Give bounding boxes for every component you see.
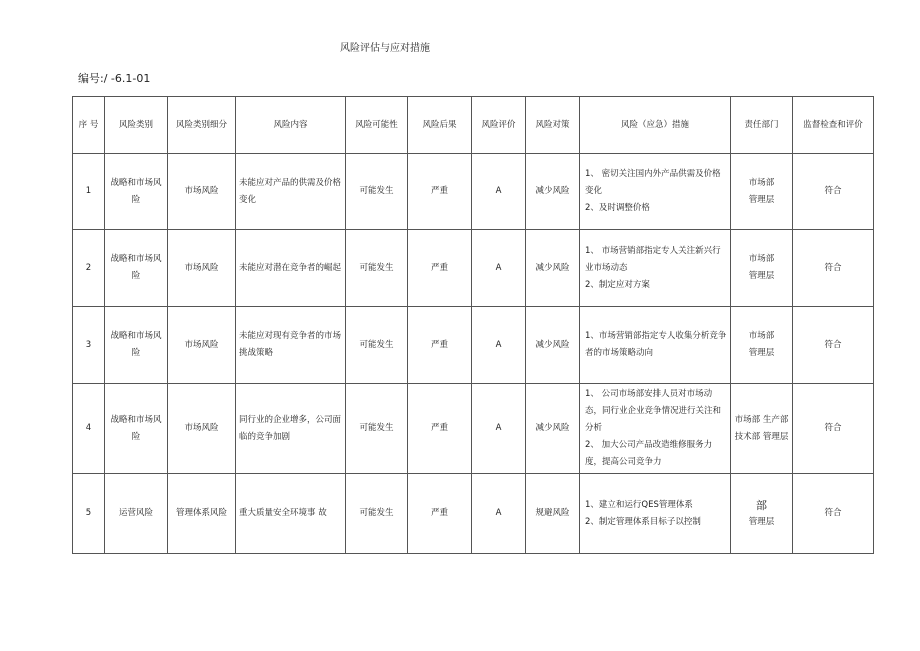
measure-line: 2、及时调整价格: [585, 203, 650, 213]
risk-content: 未能应对潜在竞争者的崛起: [236, 230, 346, 307]
header-cell: 风险类别细分: [168, 97, 236, 154]
risk-measures: [580, 154, 731, 230]
measure-line: 2、制定管理体系目标子以控制: [585, 516, 701, 527]
risk-rating: A: [472, 307, 526, 384]
row-number: 1: [73, 154, 105, 230]
header-cell: 风险（应急）措施: [580, 97, 731, 154]
risk-likelihood: 可能发生: [346, 384, 408, 474]
risk-consequence: 严重: [408, 474, 472, 554]
responsible-dept: [731, 154, 793, 230]
risk-consequence: 严重: [408, 307, 472, 384]
measure-line: 1、 公司市场部安排人员对市场动态，同行业企业竞争情况进行关注和分析: [585, 389, 722, 433]
risk-rating: A: [472, 230, 526, 307]
responsible-dept: [731, 307, 793, 384]
risk-category: 战略和市场风险: [105, 230, 168, 307]
risk-strategy: 减少风险: [526, 230, 580, 307]
measure-line: 1、建立和运行QES管理体系: [585, 499, 693, 510]
review-result: 符合: [793, 474, 874, 554]
risk-category: 战略和市场风险: [105, 154, 168, 230]
risk-consequence: 严重: [408, 230, 472, 307]
header-cell: 责任部门: [731, 97, 793, 154]
risk-rating: A: [472, 384, 526, 474]
header-cell: 风险对策: [526, 97, 580, 154]
dept-line: 市场部 生产部: [734, 414, 789, 425]
risk-table: [72, 96, 874, 554]
table-row: [73, 384, 874, 474]
header-cell: 风险后果: [408, 97, 472, 154]
header-cell: 风险可能性: [346, 97, 408, 154]
table-row: [73, 154, 874, 230]
risk-subcategory: 市场风险: [168, 154, 236, 230]
document-title: 风险评估与应对措施: [340, 43, 430, 54]
risk-measures: [580, 474, 731, 554]
risk-content: 重大质量安全环境事 故: [236, 474, 346, 554]
table-row: [73, 230, 874, 307]
risk-likelihood: 可能发生: [346, 154, 408, 230]
measure-line: 2、 加大公司产品改造维修服务力度，提高公司竞争力: [585, 440, 713, 467]
responsible-dept: [731, 384, 793, 474]
risk-strategy: 减少风险: [526, 154, 580, 230]
risk-measures: [580, 384, 731, 474]
measure-line: 1、 密切关注国内外产品供需及价格变化: [585, 169, 721, 196]
dept-line: 管理层: [748, 271, 775, 281]
measure-line: 1、市场营销部指定专人收集分析竞争者的市场策略动向: [585, 331, 727, 358]
dept-line: 管理层: [748, 516, 775, 527]
risk-strategy: 减少风险: [526, 384, 580, 474]
risk-category: 运营风险: [105, 474, 168, 554]
review-result: 符合: [793, 307, 874, 384]
risk-consequence: 严重: [408, 154, 472, 230]
risk-subcategory: 市场风险: [168, 230, 236, 307]
risk-category: 战略和市场风险: [105, 307, 168, 384]
row-number: 5: [73, 474, 105, 554]
header-cell: 风险评价: [472, 97, 526, 154]
table-header-row: [73, 97, 874, 154]
risk-rating: A: [472, 154, 526, 230]
dept-line: 市场部: [748, 331, 775, 341]
table-row: [73, 474, 874, 554]
risk-measures: [580, 230, 731, 307]
measure-line: 2、制定应对方案: [585, 279, 650, 290]
risk-content: 未能应对现有竞争者的市场挑战策略: [236, 307, 346, 384]
document-code: 编号:/ -6.1-01: [78, 72, 151, 85]
risk-likelihood: 可能发生: [346, 474, 408, 554]
risk-strategy: 规避风险: [526, 474, 580, 554]
dept-line: 部: [756, 498, 767, 512]
risk-category: 战略和市场风险: [105, 384, 168, 474]
risk-subcategory: 市场风险: [168, 384, 236, 474]
risk-content: 同行业的企业增多，公司面临的竞争加剧: [236, 384, 346, 474]
header-cell: 风险类别: [105, 97, 168, 154]
review-result: 符合: [793, 230, 874, 307]
risk-strategy: 减少风险: [526, 307, 580, 384]
row-number: 4: [73, 384, 105, 474]
responsible-dept: [731, 230, 793, 307]
dept-line: 市场部: [748, 177, 775, 188]
row-number: 2: [73, 230, 105, 307]
dept-line: 管理层: [748, 194, 775, 205]
risk-content: 未能应对产品的供需及价格变化: [236, 154, 346, 230]
risk-consequence: 严重: [408, 384, 472, 474]
risk-subcategory: 管理体系风险: [168, 474, 236, 554]
measure-line: 1、 市场营销部指定专人关注新兴行业市场动态: [585, 245, 721, 273]
risk-measures: [580, 307, 731, 384]
dept-line: 技术部 管理层: [734, 431, 789, 442]
header-cell: 序 号: [73, 97, 105, 154]
responsible-dept: [731, 474, 793, 554]
risk-likelihood: 可能发生: [346, 230, 408, 307]
header-cell: 监督检查和评价: [793, 97, 874, 154]
review-result: 符合: [793, 154, 874, 230]
table-row: [73, 307, 874, 384]
risk-rating: A: [472, 474, 526, 554]
risk-likelihood: 可能发生: [346, 307, 408, 384]
risk-subcategory: 市场风险: [168, 307, 236, 384]
dept-line: 管理层: [748, 348, 775, 358]
row-number: 3: [73, 307, 105, 384]
dept-line: 市场部: [748, 254, 775, 264]
review-result: 符合: [793, 384, 874, 474]
header-cell: 风险内容: [236, 97, 346, 154]
